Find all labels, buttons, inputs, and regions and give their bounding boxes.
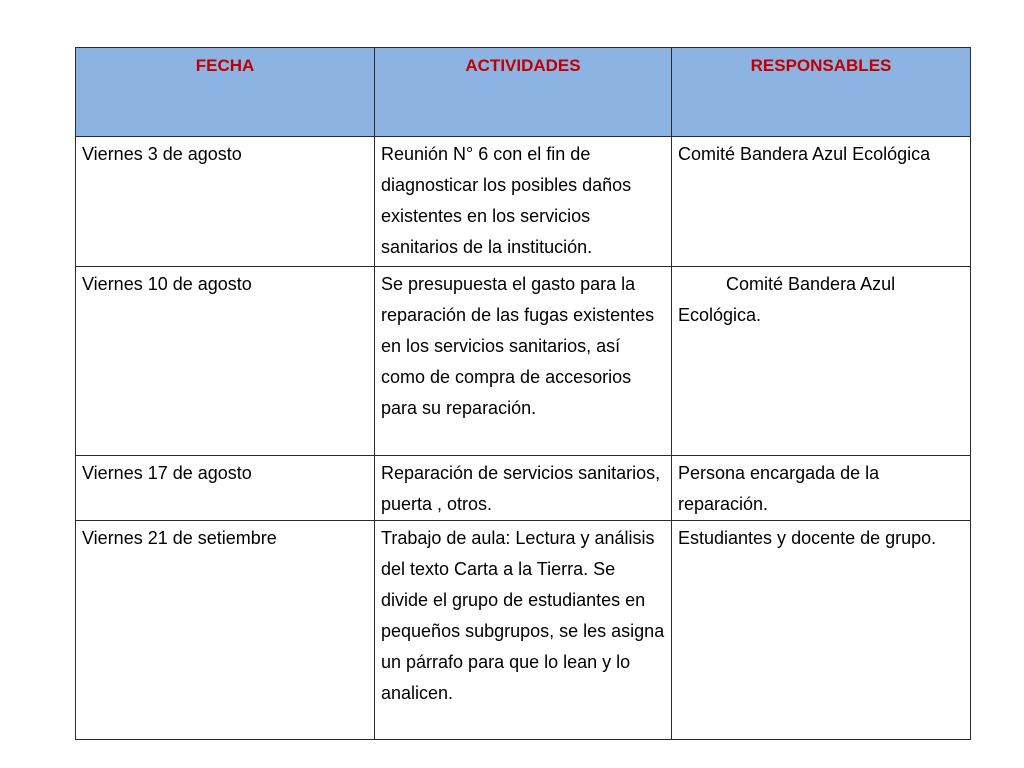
cell-fecha: Viernes 10 de agosto (76, 267, 375, 456)
cell-actividades: Se presupuesta el gasto para la reparación de las fugas existentes en los servicios sanitarios, así como de compra de accesorios para su reparación. (375, 267, 672, 456)
cell-responsables: Comité Bandera Azul Ecológica. (672, 267, 971, 456)
table-header-row (76, 48, 971, 137)
table-row (76, 456, 971, 521)
cell-fecha: Viernes 21 de setiembre (76, 521, 375, 740)
header-actividades: ACTIVIDADES (375, 48, 672, 137)
cell-actividades: Trabajo de aula: Lectura y análisis del texto Carta a la Tierra. Se divide el grupo de estudiantes en pequeños subgrupos, se les asigna un párrafo para que lo lean y lo analicen. (375, 521, 672, 740)
cell-responsables: Estudiantes y docente de grupo. (672, 521, 971, 740)
cell-responsables: Comité Bandera Azul Ecológica (672, 137, 971, 267)
cell-fecha: Viernes 3 de agosto (76, 137, 375, 267)
table-row (76, 137, 971, 267)
header-fecha: FECHA (76, 48, 375, 137)
cell-responsables: Persona encargada de la reparación. (672, 456, 971, 521)
cell-fecha: Viernes 17 de agosto (76, 456, 375, 521)
cell-actividades: Reparación de servicios sanitarios, puerta , otros. (375, 456, 672, 521)
header-responsables: RESPONSABLES (672, 48, 971, 137)
table-row (76, 521, 971, 740)
cell-actividades: Reunión N° 6 con el fin de diagnosticar los posibles daños existentes en los servicios sanitarios de la institución. (375, 137, 672, 267)
table-row (76, 267, 971, 456)
activities-table (75, 47, 971, 740)
